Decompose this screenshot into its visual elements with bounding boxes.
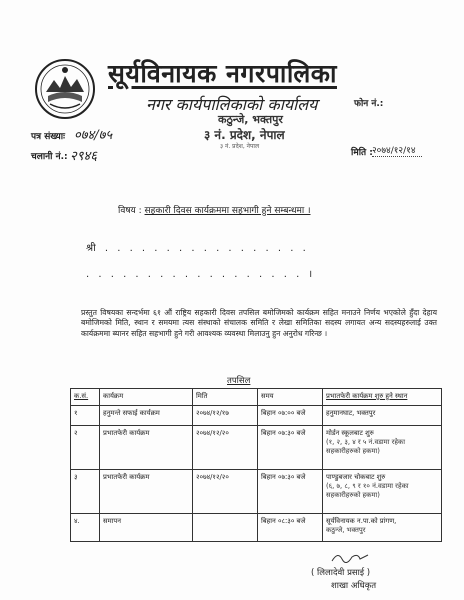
addressee-line-1: श्री . . . . . . . . . . . . . . . . . bbox=[86, 243, 309, 254]
office-stamp bbox=[204, 112, 308, 154]
header-time: समय bbox=[258, 389, 323, 406]
dispatch-label: चलानी नं.: bbox=[31, 152, 68, 162]
cell-date: २०७४/१२/२० bbox=[193, 470, 258, 514]
header-program: कार्यक्रम bbox=[100, 389, 193, 406]
cell-sn: २ bbox=[71, 426, 100, 470]
place-main: पाण्डुबजार चोकबाट शुरु bbox=[326, 473, 386, 481]
table-row bbox=[71, 470, 442, 514]
place-main: हनुमानघाट, भक्तपुर bbox=[326, 409, 376, 417]
cell-date: २०७४/१२/२० bbox=[193, 426, 258, 470]
dispatch-number: २९४६ bbox=[70, 149, 98, 164]
place-note: (१, २, ३, ४ र ५ नं.वडामा रहेका सहकारीहरुको हकमा) bbox=[326, 438, 406, 455]
subject-label: विषय : bbox=[118, 206, 142, 216]
cell-sn: १ bbox=[71, 406, 100, 426]
cell-program: हनुमन्ते सफाई कार्यक्रम bbox=[100, 406, 193, 426]
cell-place bbox=[323, 406, 442, 426]
reference-label: पत्र संख्याः bbox=[31, 132, 65, 142]
cell-time: बिहान ०७:३० बजे bbox=[258, 470, 323, 514]
cell-time: बिहान ०७:३० बजे bbox=[258, 426, 323, 470]
place-note: कठुन्जे, भक्तपुर bbox=[326, 526, 366, 534]
schedule-table bbox=[70, 388, 442, 542]
handwritten-signature bbox=[330, 549, 370, 565]
table-row bbox=[71, 514, 442, 542]
body-paragraph: प्रस्तुत विषयका सन्दर्भमा ६१ औं राष्ट्रिय सहकारी दिवस तपसिल बमोजिमको कार्यक्रम सहित मनाउने निर्णय भएकोले हुँदा देहाय बमोजिमको मिति, स्थान र समयमा त्यस संस्थाको संचालक समिति र लेखा समितिका सदस्य लगायत अन्य सदस्यहरुलाई उक्त कार्यक्रममा ब्यानर सहित सहभागी हुने गरी आवश्यक व्यवस्था मिलाउनु हुन अनुरोध गरिन्छ । bbox=[81, 308, 437, 338]
office-subtitle: नगर कार्यपालिकाको कार्यालय bbox=[146, 95, 318, 114]
table-header-row bbox=[71, 389, 442, 406]
cell-time: बिहान ०७:०० बजे bbox=[258, 406, 323, 426]
subject-text: सहकारी दिवस कार्यक्रममा सहभागी हुने सम्बन्धमा । bbox=[144, 206, 311, 216]
cell-place bbox=[323, 514, 442, 542]
cell-date: २०७४/१२/१७ bbox=[193, 406, 258, 426]
cell-program: समापन bbox=[100, 514, 193, 542]
date-label: मिति : bbox=[351, 148, 373, 158]
place-main: मोर्डन स्कूलबाट शुरु bbox=[326, 429, 374, 437]
header-place: प्रभातफेरी कार्यक्रम शुरु हुने स्थान bbox=[323, 389, 442, 406]
reference-number: ०७४/७५ bbox=[74, 128, 113, 143]
annex-title: तपसिल bbox=[227, 376, 251, 386]
place-main: सूर्यविनायक न.पा.को प्रांगण, bbox=[326, 517, 397, 525]
cell-program: प्रभातफेरी कार्यक्रम bbox=[100, 426, 193, 470]
header-sn: क.सं. bbox=[71, 389, 100, 406]
letter-date: २०७४/१२/१४ bbox=[372, 143, 422, 157]
municipality-title: सूर्यविनायक नगरपालिका bbox=[108, 59, 337, 88]
header-date: मिति bbox=[193, 389, 258, 406]
stamp-line-1: कठुन्जे, भक्तपुर bbox=[218, 113, 283, 126]
table-row bbox=[71, 426, 442, 470]
addressee-line-2: . . . . . . . . . . . . . . . . . . । bbox=[86, 269, 316, 280]
stamp-line-3: ३ नं. प्रदेश, नेपाल bbox=[220, 143, 260, 150]
cell-date bbox=[193, 514, 258, 542]
cell-place bbox=[323, 470, 442, 514]
table-row bbox=[71, 406, 442, 426]
cell-time: बिहान ०८:३० बजे bbox=[258, 514, 323, 542]
stamp-line-2: ३ नं. प्रदेश, नेपाल bbox=[204, 128, 285, 142]
signatory-title: शाखा अधिकृत bbox=[331, 581, 377, 591]
signatory-name: ( लिलादेवी प्रसाई ) bbox=[311, 568, 371, 578]
place-note: (६, ७, ८, ९ र १० नं.वडामा रहेका सहकारीहरुको हकमा) bbox=[326, 482, 409, 499]
subject-line bbox=[118, 203, 310, 216]
phone-label: फोन नं.: bbox=[354, 99, 384, 109]
cell-sn: ३ bbox=[71, 470, 100, 514]
cell-sn: ४. bbox=[71, 514, 100, 542]
cell-place bbox=[323, 426, 442, 470]
nepal-emblem-icon bbox=[34, 58, 96, 120]
cell-program: प्रभातफेरी कार्यक्रम bbox=[100, 470, 193, 514]
